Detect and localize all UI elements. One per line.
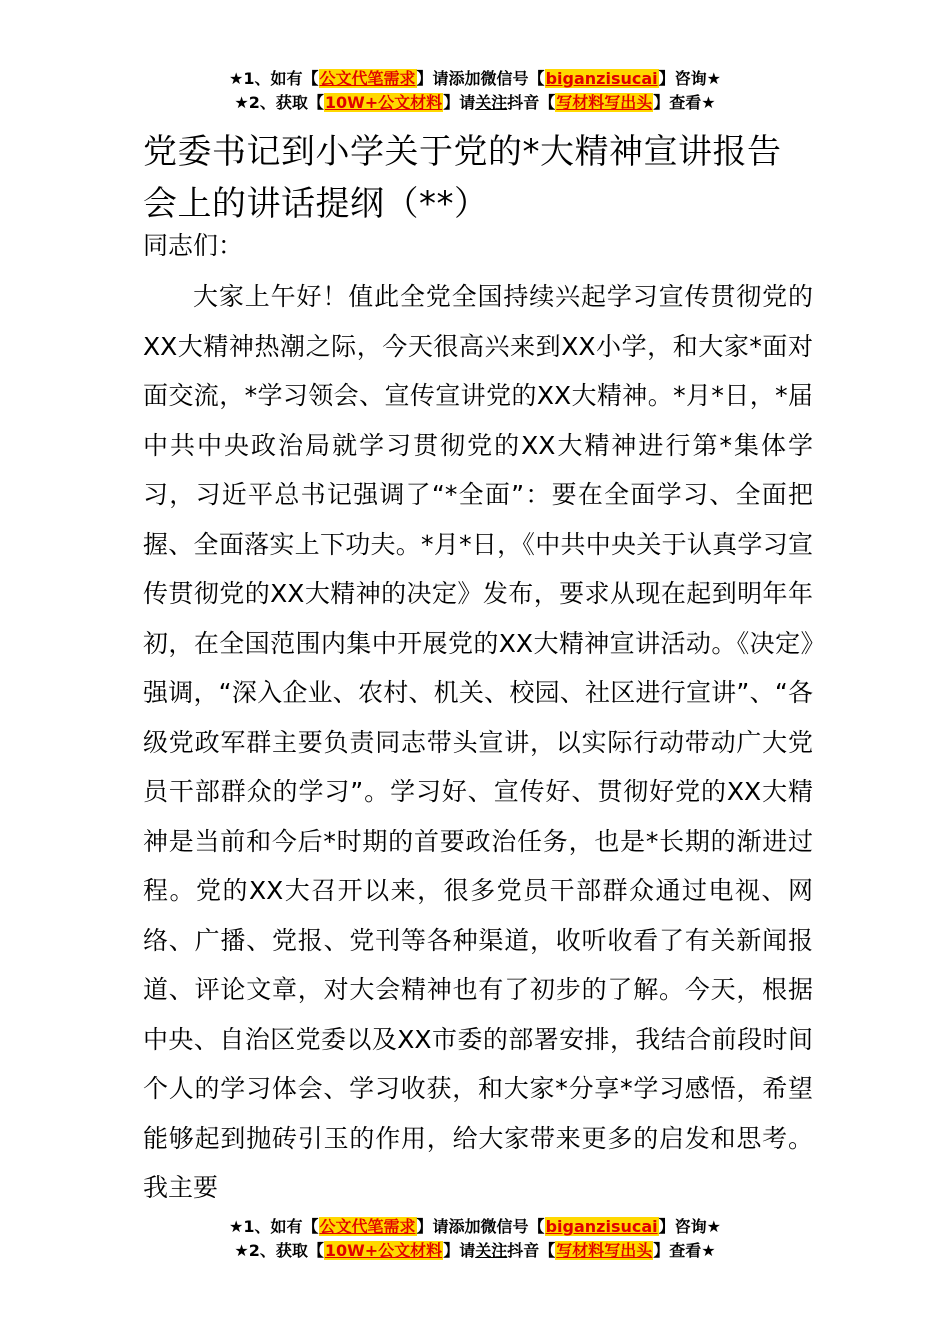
- douyin-id: 写材料写出头: [556, 93, 653, 112]
- service-highlight: 公文代笔需求: [319, 69, 416, 88]
- banner-line-2: ★2、获取【10W+公文材料】请关注抖音【写材料写出头】查看★: [234, 93, 716, 112]
- wechat-id: biganzisucai: [545, 1217, 658, 1236]
- banner-line-1: ★1、如有【公文代笔需求】请添加微信号【biganzisucai】咨询★: [229, 1217, 721, 1236]
- document-title: 党委书记到小学关于党的*大精神宣讲报告会上的讲话提纲（**）: [143, 132, 782, 224]
- banner-line-1: ★1、如有【公文代笔需求】请添加微信号【biganzisucai】咨询★: [229, 69, 721, 88]
- bottom-banner: [0, 1216, 950, 1264]
- salutation: 同志们：: [143, 231, 244, 260]
- materials-highlight: 10W+公文材料: [324, 93, 443, 112]
- body-paragraph: 大家上午好！值此全党全国持续兴起学习宣传贯彻党的XX大精神热潮之际，今天很高兴来到XX小学，和大家*面对面交流，*学习领会、宣传宣讲党的XX大精神。*月*日，*届中共中央政治局就学习贯彻党的XX大精神进行第*集体学习，习近平总书记强调了“*全面”：要在全面学习、全面把握、全面落实上下功夫。*月*日，《中共中央关于认真学习宣传贯彻党的XX大精神的决定》发布，要求从现在起到明年年初，在全国范围内集中开展党的XX大精神宣讲活动。《决定》强调，“深入企业、农村、机关、校园、社区进行宣讲”、“各级党政军群主要负责同志带头宣讲，以实际行动带动广大党员干部群众的学习”。学习好、宣传好、贯彻好党的XX大精神是当前和今后*时期的首要政治任务，也是*长期的渐进过程。党的XX大召开以来，很多党员干部群众通过电视、网络、广播、党报、党刊等各种渠道，收听收看了有关新闻报道、评论文章，对大会精神也有了初步的了解。今天，根据中央、自治区党委以及XX市委的部署安排，我结合前段时间个人的学习体会、学习收获，和大家*分享*学习感悟，希望能够起到抛砖引玉的作用，给大家带来更多的启发和思考。我主要: [143, 282, 813, 1202]
- wechat-id: biganzisucai: [545, 69, 658, 88]
- banner-line-2: ★2、获取【10W+公文材料】请关注抖音【写材料写出头】查看★: [234, 1241, 716, 1260]
- service-highlight: 公文代笔需求: [319, 1217, 416, 1236]
- materials-highlight: 10W+公文材料: [324, 1241, 443, 1260]
- top-banner: [0, 68, 950, 116]
- douyin-id: 写材料写出头: [556, 1241, 653, 1260]
